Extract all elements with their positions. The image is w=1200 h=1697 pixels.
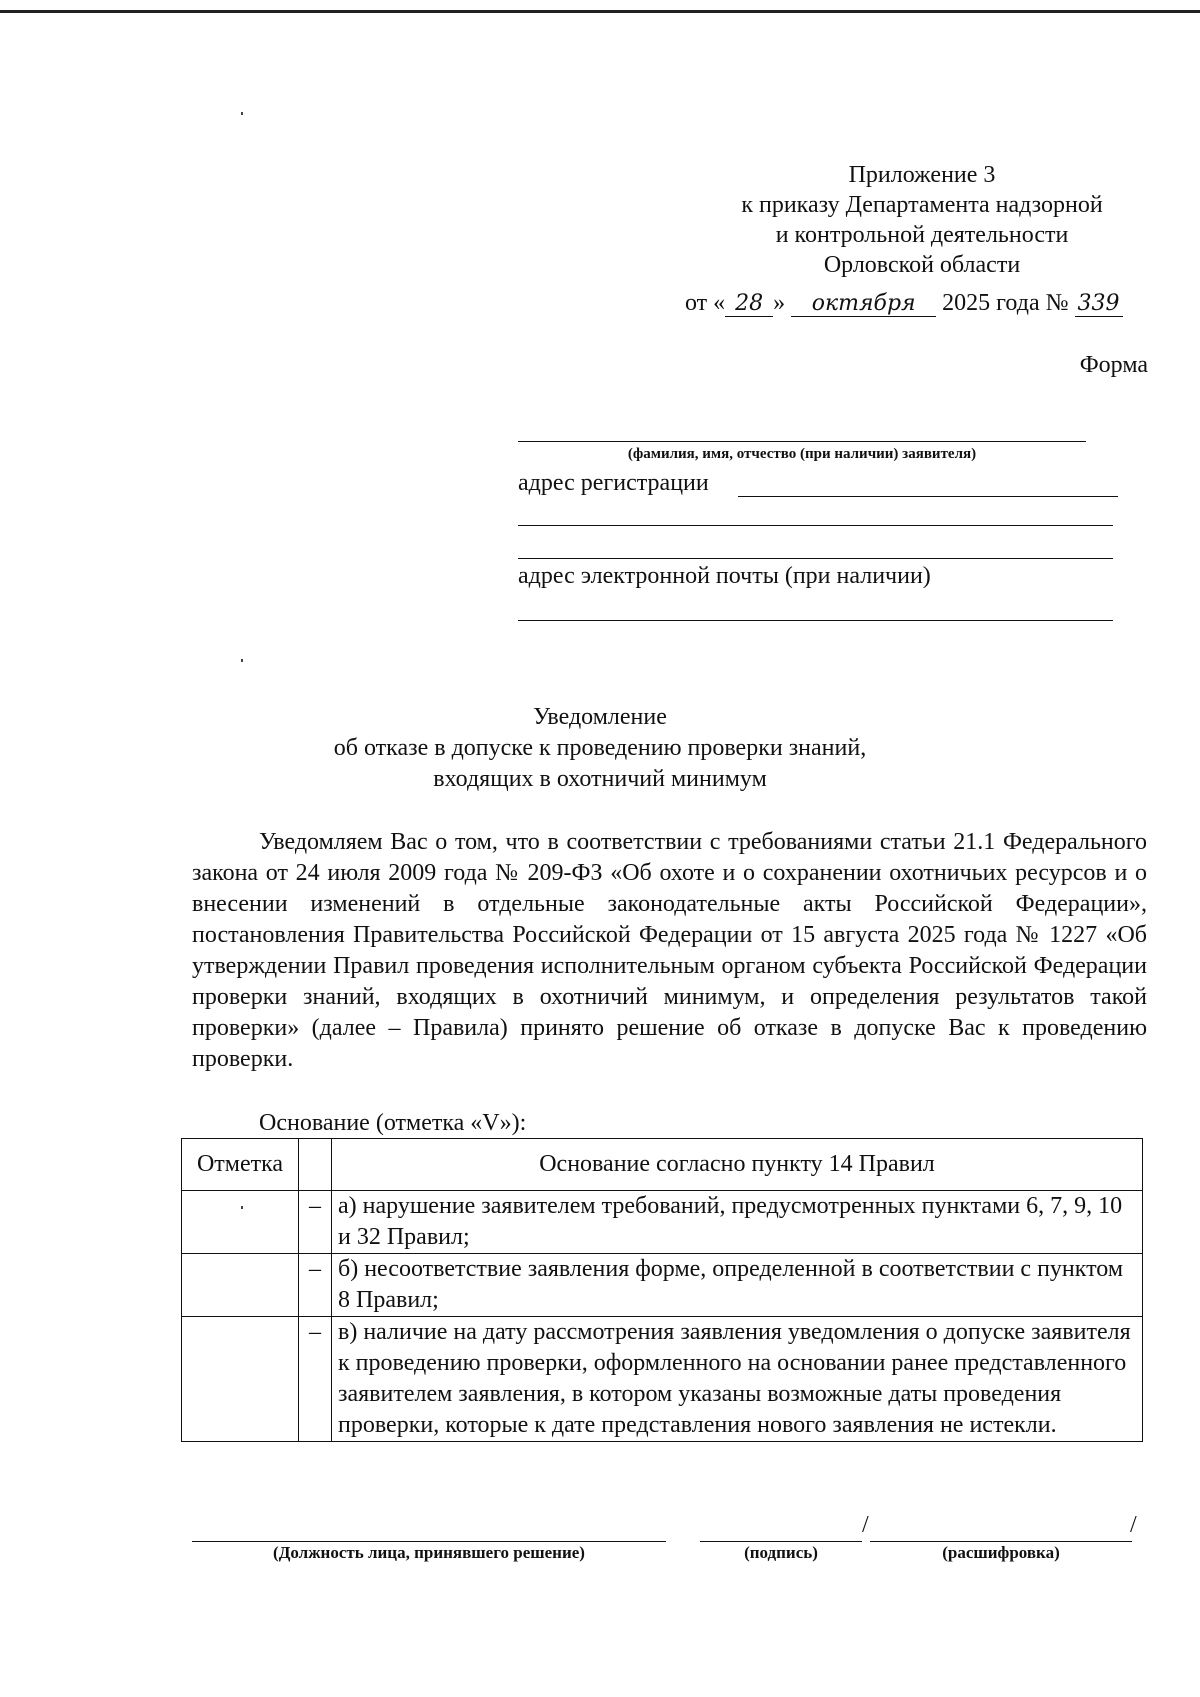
top-border-line [0, 10, 1200, 13]
date-year: 2025 года № [942, 290, 1069, 316]
handwritten-order-number: 339 [1075, 291, 1123, 317]
header-reason: Основание согласно пункту 14 Правил [332, 1139, 1143, 1191]
registration-address-label: адрес регистрации [518, 470, 709, 496]
header-mark: Отметка [182, 1139, 299, 1191]
title-line: Уведомление [533, 704, 667, 730]
form-label: Форма [1079, 352, 1148, 378]
table-header-row [182, 1139, 1143, 1191]
mark-cell[interactable] [182, 1317, 299, 1442]
applicant-name-caption: (фамилия, имя, отчество (при наличии) заявителя) [627, 446, 977, 462]
position-signature-line[interactable] [192, 1541, 666, 1542]
email-label: адрес электронной почты (при наличии) [518, 563, 931, 589]
table-row [182, 1254, 1143, 1317]
reason-cell: в) наличие на дату рассмотрения заявления уведомления о допуске заявителя к проведению проверки, оформленного на основании ранее представленного заявителем заявления, в котором указаны возможные даты проведения проверки, которые к дате представления нового заявления не истекли. [332, 1317, 1143, 1442]
email-line[interactable] [518, 620, 1113, 621]
handwritten-day: 28 [725, 291, 773, 317]
reason-cell: б) несоответствие заявления форме, определенной в соответствии с пунктом 8 Правил; [332, 1254, 1143, 1317]
sign-caption: (подпись) [744, 1543, 818, 1562]
order-date-line [685, 290, 1123, 317]
registration-address-line[interactable] [738, 496, 1118, 497]
date-mid: » [773, 290, 786, 316]
scan-speck [241, 112, 243, 115]
title-line: об отказе в допуске к проведению проверки знаний, [333, 735, 867, 761]
annex-line: Приложение 3 [848, 162, 996, 188]
scan-speck [241, 659, 243, 662]
decode-caption: (расшифровка) [942, 1543, 1060, 1562]
dash-cell: – [299, 1254, 332, 1317]
slash-separator: / [862, 1512, 869, 1538]
decode-signature-line[interactable] [870, 1541, 1132, 1542]
date-prefix: от « [685, 290, 726, 316]
reasons-table [181, 1138, 1143, 1442]
position-caption: (Должность лица, принявшего решение) [273, 1543, 585, 1562]
basis-label: Основание (отметка «V»): [259, 1110, 527, 1136]
body-paragraph: Уведомляем Вас о том, что в соответствии с требованиями статьи 21.1 Федерального закона от 24 июля 2009 года № 209-ФЗ «Об охоте и о сохранении охотничьих ресурсов и о внесении изменений в отдельные законодательные акты Российской Федерации», постановления Правительства Российской Федерации от 15 августа 2025 года № 1227 «Об утверждении Правил проведения исполнительным органом субъекта Российской Федерации проверки знаний, входящих в охотничий минимум, и определения результатов такой проверки» (далее – Правила) принято решение об отказе в допуске Вас к проведению проверки. [192, 829, 1147, 1072]
mark-cell[interactable] [182, 1254, 299, 1317]
annex-line: к приказу Департамента надзорной [741, 192, 1103, 218]
table-row [182, 1317, 1143, 1442]
title-line: входящих в охотничий минимум [433, 766, 767, 792]
reason-cell: а) нарушение заявителем требований, предусмотренных пунктами 6, 7, 9, 10 и 32 Правил; [332, 1191, 1143, 1254]
notice-title [0, 702, 1200, 795]
annex-line: и контрольной деятельности [775, 222, 1069, 248]
registration-address-line[interactable] [518, 525, 1113, 526]
dash-cell: – [299, 1317, 332, 1442]
mark-cell[interactable] [182, 1191, 299, 1254]
notice-body [192, 827, 1147, 1075]
dash-cell: – [299, 1191, 332, 1254]
handwritten-month: октября [791, 291, 936, 317]
annex-line: Орловской области [823, 252, 1021, 278]
header-dash [299, 1139, 332, 1191]
applicant-name-line[interactable] [518, 441, 1086, 442]
signature-line[interactable] [700, 1541, 862, 1542]
annex-header [692, 160, 1152, 280]
table-row [182, 1191, 1143, 1254]
slash-separator: / [1130, 1512, 1137, 1538]
registration-address-line[interactable] [518, 558, 1113, 559]
